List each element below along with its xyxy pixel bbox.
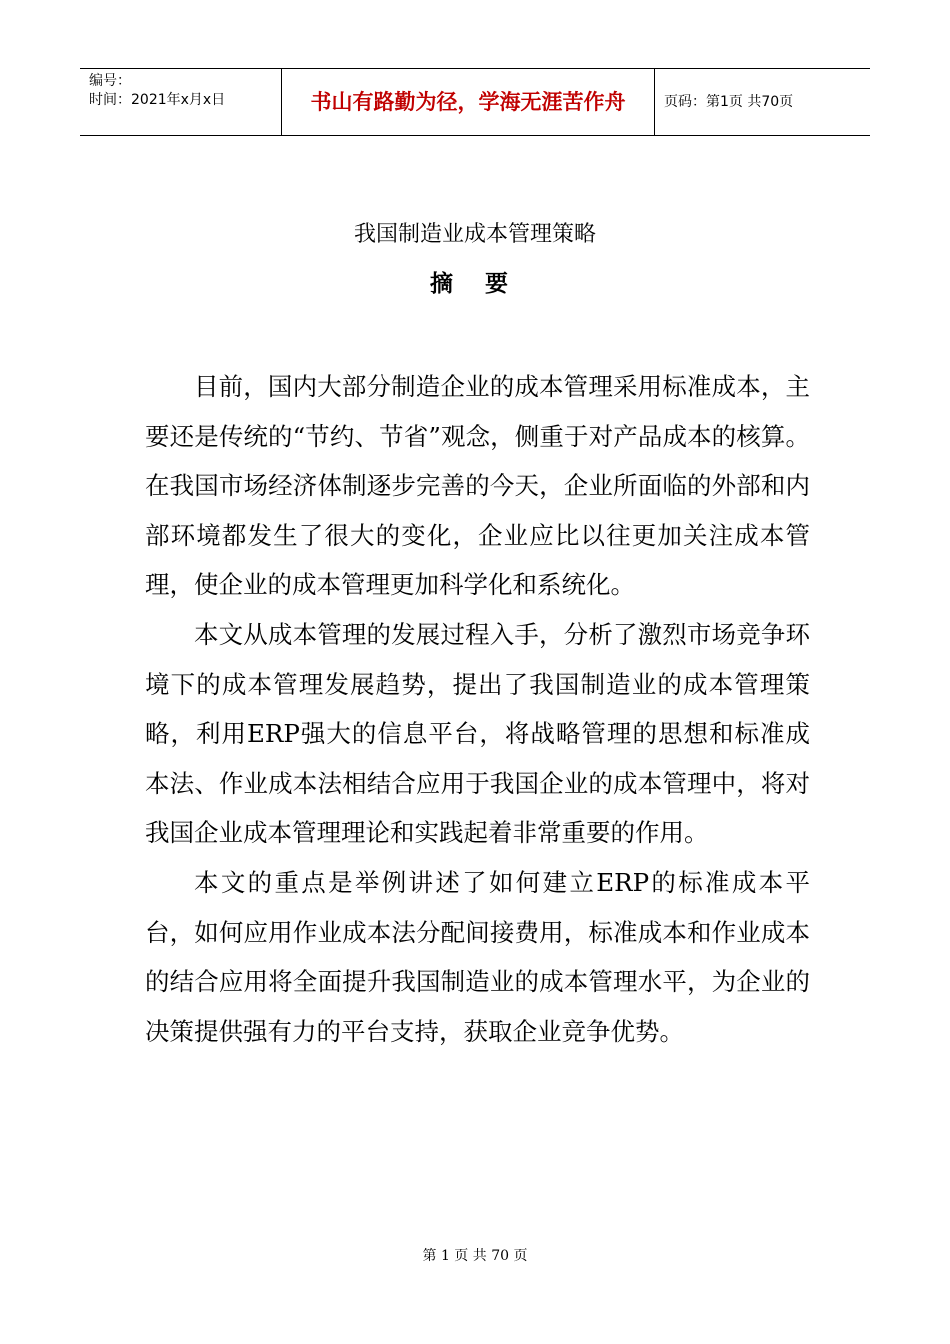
document-time-label: 时间：2021年x月x日 <box>89 92 226 108</box>
abstract-heading: 摘 要 <box>429 271 520 297</box>
document-number-label: 编号： <box>89 73 131 89</box>
page-footer: 第 1 页 共 70 页 <box>422 1248 528 1264</box>
abstract-paragraph-1: 目前，国内大部分制造企业的成本管理采用标准成本，主要还是传统的“节约、节省”观念，侧重于对产品成本的核算。在我国市场经济体制逐步完善的今天，企业所面临的外部和内部环境都发生了很大的变化，企业应比以往更加关注成本管理，使企业的成本管理更加科学化和系统化。 <box>145 372 810 600</box>
abstract-paragraph-3: 本文的重点是举例讲述了如何建立ERP的标准成本平台，如何应用作业成本法分配间接费用，标准成本和作业成本的结合应用将全面提升我国制造业的成本管理水平，为企业的决策提供强有力的平台支持，获取企业竞争优势。 <box>145 867 810 1046</box>
abstract-body <box>145 362 810 1056</box>
header-motto: 书山有路勤为径，学海无涯苦作舟 <box>282 69 655 135</box>
header-meta-cell <box>80 69 282 135</box>
page-header <box>80 68 870 136</box>
document-title: 我国制造业成本管理策略 <box>353 222 596 247</box>
abstract-paragraph-2: 本文从成本管理的发展过程入手，分析了激烈市场竞争环境下的成本管理发展趋势，提出了我国制造业的成本管理策略，利用ERP强大的信息平台，将战略管理的思想和标准成本法、作业成本法相结合应用于我国企业的成本管理中，将对我国企业成本管理理论和实践起着非常重要的作用。 <box>145 619 810 848</box>
header-page-info: 页码：第1页 共70页 <box>664 94 794 110</box>
